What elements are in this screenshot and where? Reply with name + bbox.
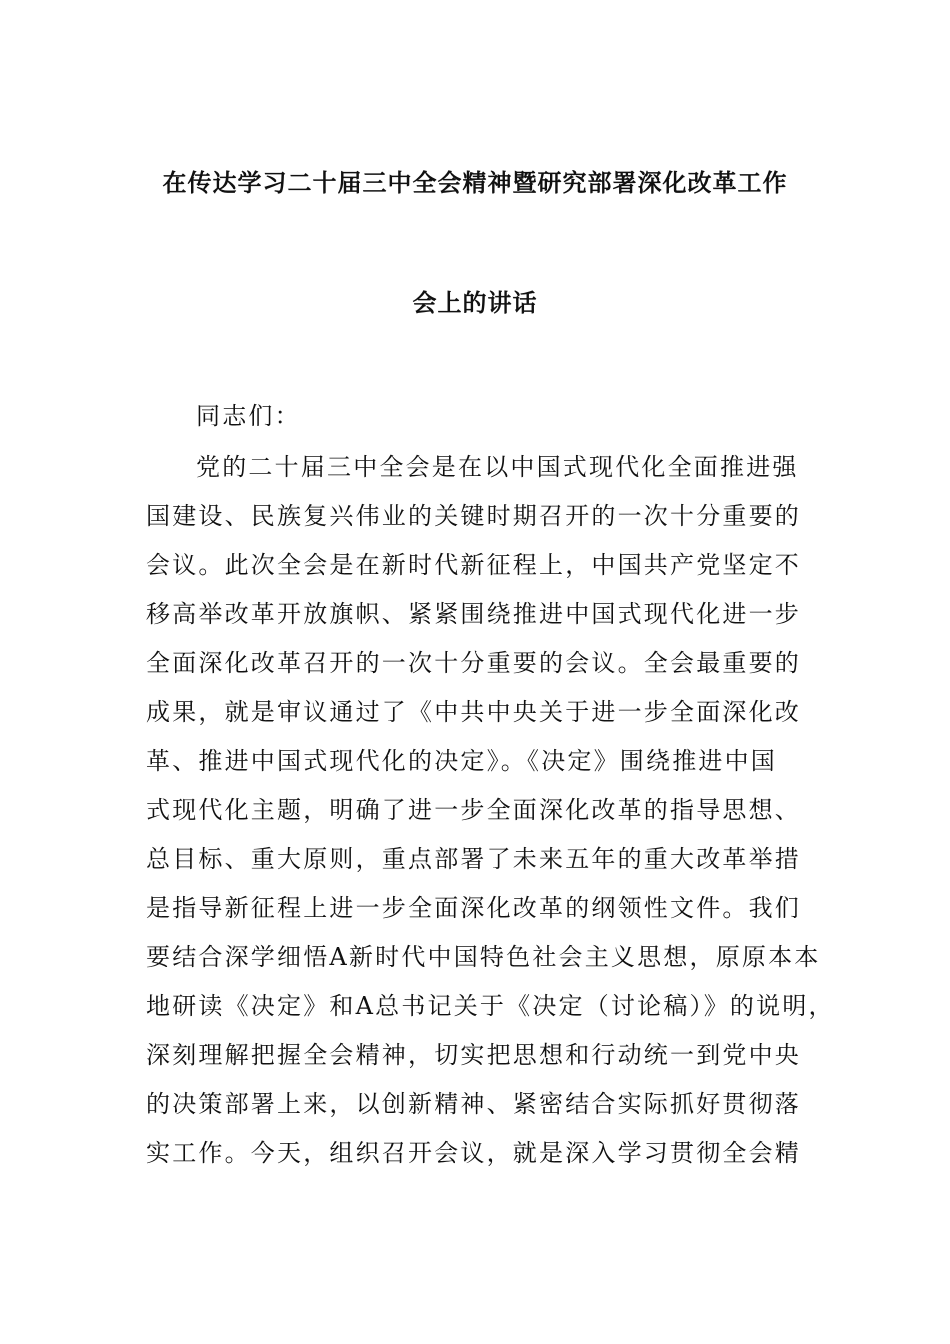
body-line-10: 是指导新征程上进一步全面深化改革的纲领性文件。我们: [146, 894, 801, 922]
body-line-8: 式现代化主题，明确了进一步全面深化改革的指导思想、: [146, 796, 801, 824]
body-line-2: 国建设、民族复兴伟业的关键时期召开的一次十分重要的: [146, 502, 801, 530]
salutation: 同志们：: [196, 402, 301, 430]
body-line-14: 的决策部署上来，以创新精神、紧密结合实际抓好贯彻落: [146, 1090, 801, 1118]
body-line-3: 会议。此次全会是在新时代新征程上，中国共产党坚定不: [146, 551, 801, 579]
body-line-12: 地研读《决定》和A总书记关于《决定（讨论稿）》的说明，: [146, 992, 835, 1020]
body-line-1: 党的二十届三中全会是在以中国式现代化全面推进强: [196, 453, 799, 481]
body-line-13: 深刻理解把握全会精神，切实把思想和行动统一到党中央: [146, 1041, 801, 1069]
document-title-line-1: 在传达学习二十届三中全会精神暨研究部署深化改革工作: [162, 169, 788, 197]
body-line-15: 实工作。今天，组织召开会议，就是深入学习贯彻全会精: [146, 1139, 801, 1167]
body-line-6: 成果，就是审议通过了《中共中央关于进一步全面深化改: [146, 698, 801, 726]
body-line-9: 总目标、重大原则，重点部署了未来五年的重大改革举措: [146, 845, 801, 873]
body-line-7: 革、推进中国式现代化的决定》。《决定》围绕推进中国: [146, 747, 777, 775]
body-line-5: 全面深化改革召开的一次十分重要的会议。全会最重要的: [146, 649, 801, 677]
body-line-4: 移高举改革开放旗帜、紧紧围绕推进中国式现代化进一步: [146, 600, 801, 628]
document-title-line-2: 会上的讲话: [412, 289, 538, 317]
body-line-11: 要结合深学细悟A新时代中国特色社会主义思想，原原本本: [146, 943, 821, 971]
